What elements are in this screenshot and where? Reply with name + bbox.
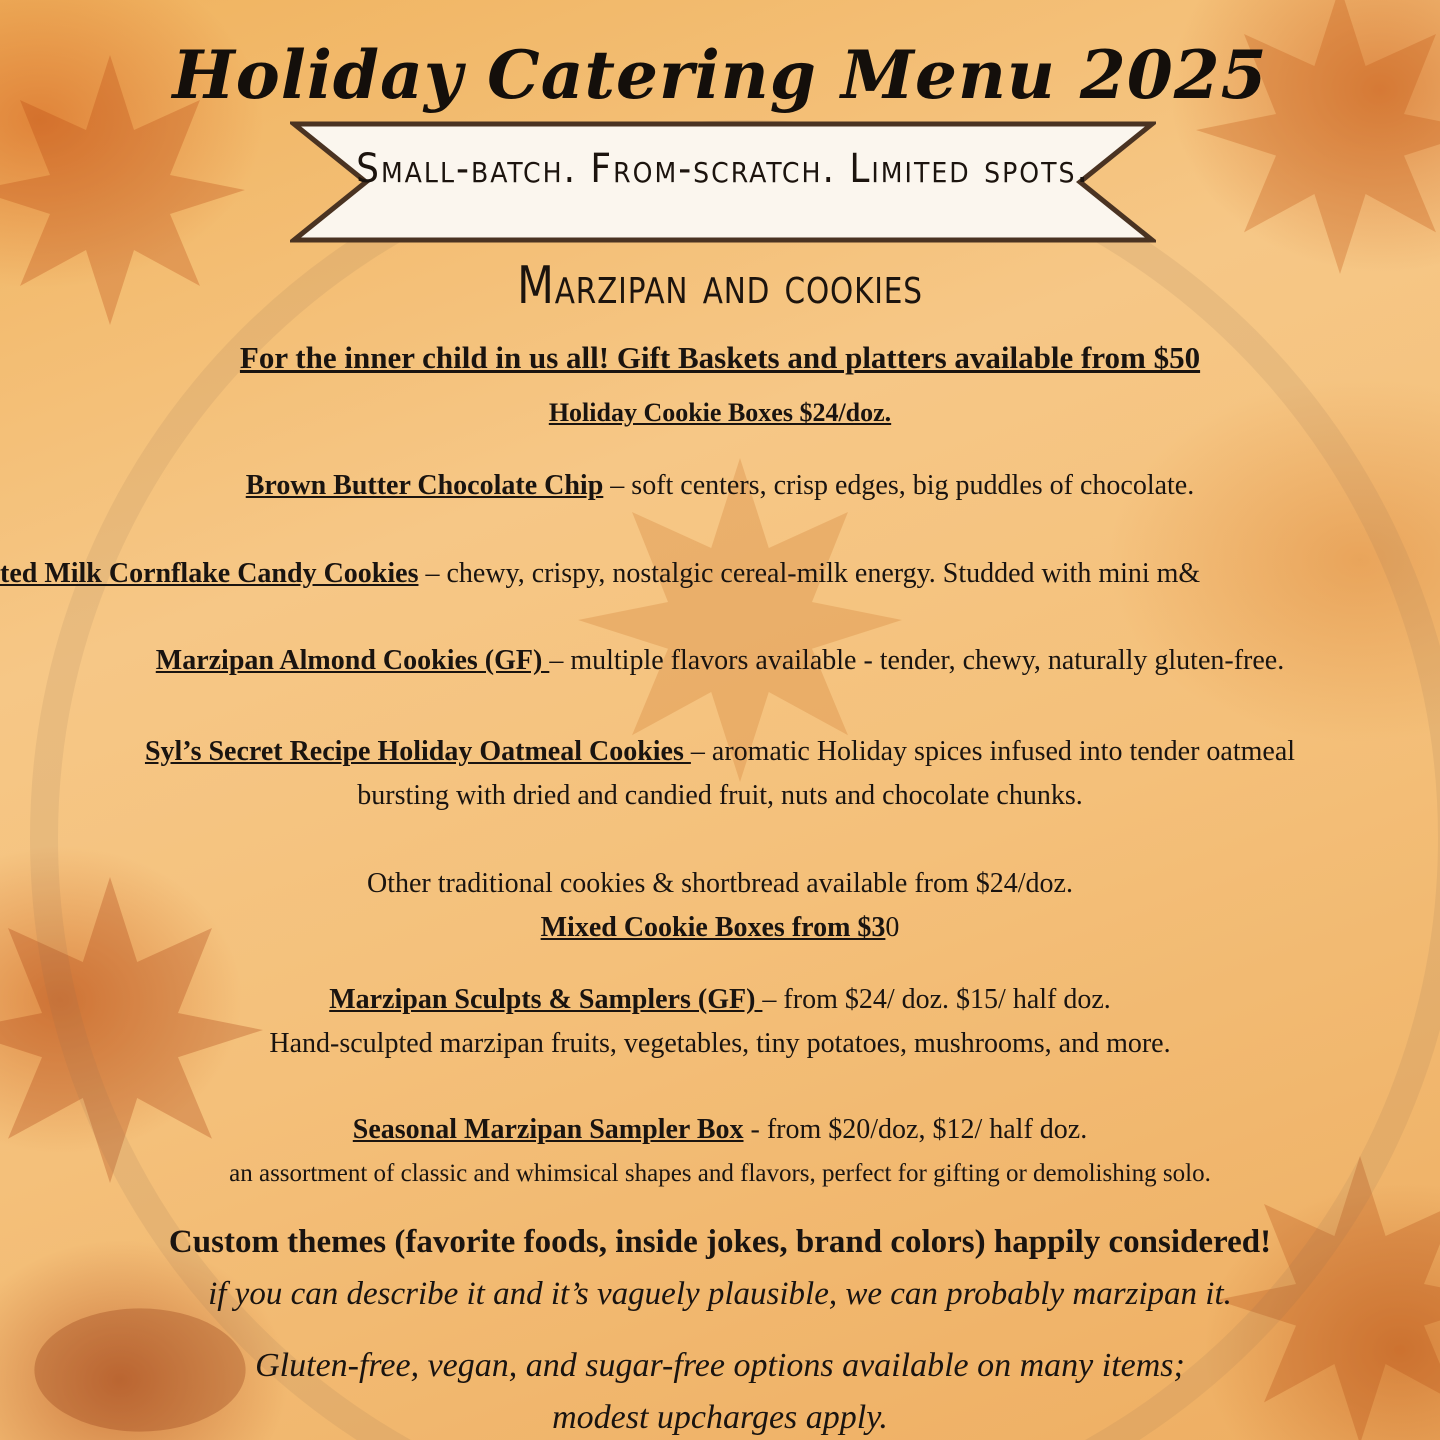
menu-item [0, 558, 1200, 590]
dietary-note [0, 1340, 1440, 1440]
banner-tagline: Small-batch. From-scratch. Limited spots. [356, 146, 1090, 192]
item-name: Syl’s Secret Recipe Holiday Oatmeal Cookies [144, 736, 691, 767]
item-desc-line2: bursting with dried and candied fruit, nuts and chocolate chunks. [357, 780, 1083, 811]
item-desc: an assortment of classic and whimsical shapes and flavors, perfect for gifting or demolishing solo. [229, 1160, 1211, 1187]
mixed-box-price-tail: 0 [885, 912, 900, 943]
section-title: Marzipan and cookies [517, 256, 923, 316]
item-name: Marzipan Almond Cookies (GF) [155, 645, 550, 676]
item-desc: – soft centers, crisp edges, big puddles of chocolate. [603, 470, 1195, 501]
menu-item [0, 645, 1440, 677]
item-price: – from $24/ doz. $15/ half doz. [762, 984, 1111, 1015]
ribbon-banner [290, 120, 1156, 244]
item-desc: – multiple flavors available - tender, chewy, naturally gluten-free. [549, 645, 1285, 676]
other-cookies: Other traditional cookies & shortbread available from $24/doz. [366, 868, 1073, 899]
item-desc: Hand-sculpted marzipan fruits, vegetables, tiny potatoes, mushrooms, and more. [269, 1028, 1171, 1059]
dietary-line2: modest upcharges apply. [552, 1399, 888, 1436]
menu-item [0, 730, 1440, 818]
mixed-box-price: Mixed Cookie Boxes from $3 [540, 912, 886, 943]
mixed-cookies-block [0, 862, 1440, 950]
item-name: Brown Butter Chocolate Chip [245, 470, 604, 501]
custom-themes: Custom themes (favorite foods, inside jokes, brand colors) happily considered! [168, 1224, 1272, 1260]
marzipan-note: if you can describe it and it’s vaguely plausible, we can probably marzipan it. [208, 1276, 1232, 1312]
page-title: Holiday Catering Menu 2025 [172, 36, 1268, 114]
item-price: - from $20/doz, $12/ half doz. [743, 1114, 1088, 1145]
gift-basket-tagline: For the inner child in us all! Gift Baskets and platters available from $50 [239, 340, 1201, 375]
menu-item [0, 1108, 1440, 1196]
menu-item [0, 978, 1440, 1066]
item-name: ted Milk Cornflake Candy Cookies [0, 558, 419, 589]
dietary-line1: Gluten-free, vegan, and sugar-free options available on many items; [255, 1347, 1185, 1384]
menu-item [0, 470, 1440, 502]
cookie-box-price: Holiday Cookie Boxes $24/doz. [548, 398, 892, 427]
item-name: Marzipan Sculpts & Samplers (GF) [329, 984, 763, 1015]
item-desc: – chewy, crispy, nostalgic cereal-milk energy. Studded with mini m& [418, 558, 1201, 589]
item-desc: – aromatic Holiday spices infused into tender oatmeal [690, 736, 1296, 767]
item-name: Seasonal Marzipan Sampler Box [352, 1114, 744, 1145]
